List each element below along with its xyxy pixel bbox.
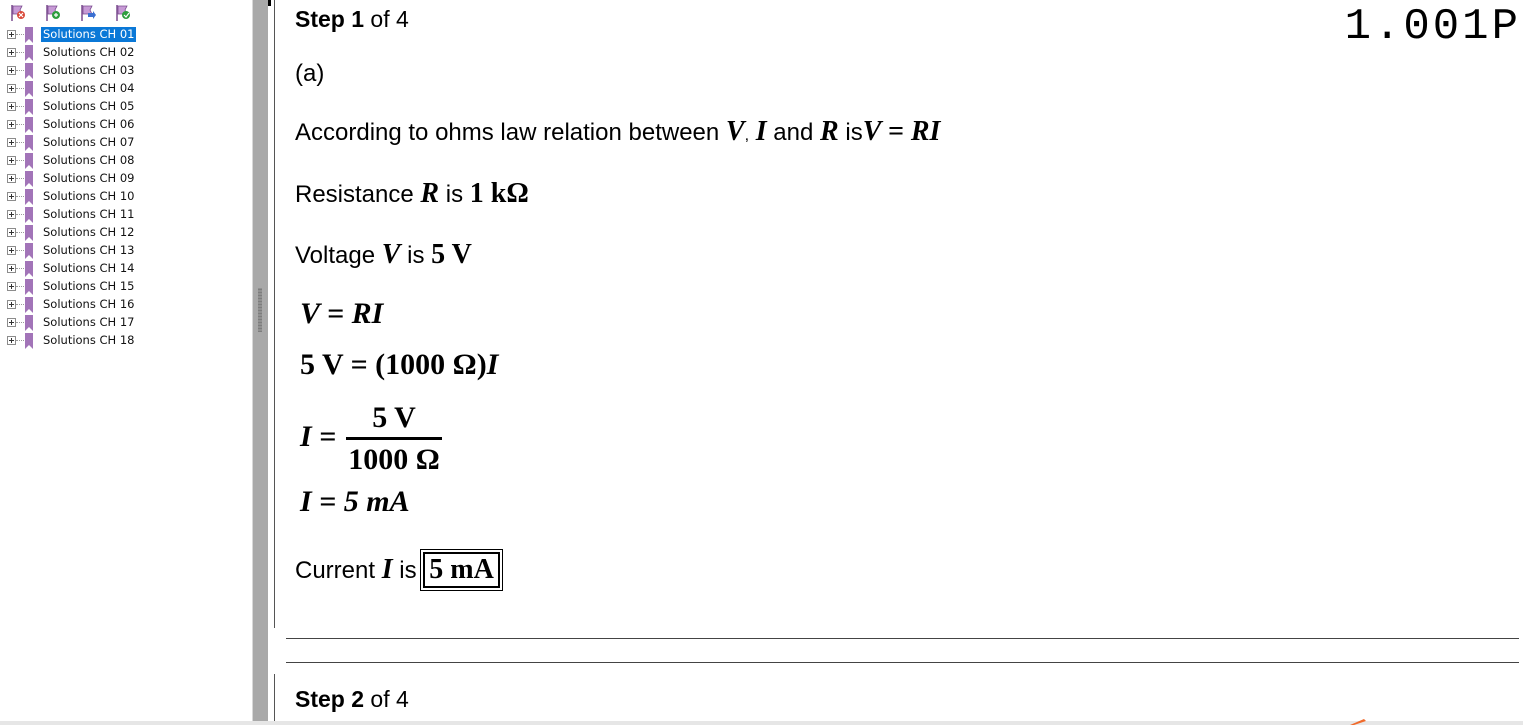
bookmark-label[interactable]: Solutions CH 11 <box>43 207 135 221</box>
tree-connector <box>16 160 24 161</box>
bookmark-item[interactable] <box>0 206 250 224</box>
expand-plus-icon[interactable] <box>7 48 16 57</box>
tree-connector <box>16 286 24 287</box>
tree-connector <box>16 178 24 179</box>
bookmark-label[interactable]: Solutions CH 06 <box>43 117 135 131</box>
resistance-line <box>295 178 529 210</box>
bookmark-tree <box>0 26 250 350</box>
bookmark-label[interactable]: Solutions CH 01 <box>43 27 135 41</box>
tree-connector <box>16 142 24 143</box>
page-top-mark <box>268 0 271 6</box>
expand-plus-icon[interactable] <box>7 30 16 39</box>
equation-3-fraction <box>346 400 442 478</box>
ohms-law-formula: V = RI <box>862 116 941 147</box>
symbol-i: I <box>755 116 767 147</box>
bookmark-label[interactable]: Solutions CH 15 <box>43 279 135 293</box>
expand-plus-icon[interactable] <box>7 174 16 183</box>
bookmark-flag-icon <box>24 171 34 187</box>
step-2-heading <box>295 686 409 713</box>
expand-plus-icon[interactable] <box>7 156 16 165</box>
document-page <box>268 0 1523 725</box>
step-of: of 4 <box>370 6 409 32</box>
splitter-grip-icon[interactable] <box>258 288 262 332</box>
bookmark-label[interactable]: Solutions CH 08 <box>43 153 135 167</box>
tree-connector <box>16 196 24 197</box>
tree-connector <box>16 52 24 53</box>
bookmark-flag-icon <box>24 27 34 43</box>
bookmark-label[interactable]: Solutions CH 02 <box>43 45 135 59</box>
tree-connector <box>16 88 24 89</box>
bookmark-label[interactable]: Solutions CH 04 <box>43 81 135 95</box>
expand-plus-icon[interactable] <box>7 192 16 201</box>
bookmark-item[interactable] <box>0 98 250 116</box>
fraction-bar <box>346 437 442 440</box>
expand-plus-icon[interactable] <box>7 210 16 219</box>
expand-plus-icon[interactable] <box>7 102 16 111</box>
bookmark-item[interactable] <box>0 278 250 296</box>
expand-plus-icon[interactable] <box>7 264 16 273</box>
bookmarks-panel <box>0 0 252 725</box>
bookmark-flag-icon <box>24 297 34 313</box>
equation-1-text: V = RI <box>300 297 384 330</box>
bookmark-item[interactable] <box>0 26 250 44</box>
equation-3-lhs-text: I = <box>300 420 337 453</box>
expand-plus-icon[interactable] <box>7 246 16 255</box>
step-number: 1 <box>351 6 365 32</box>
expand-plus-icon[interactable] <box>7 66 16 75</box>
bookmark-item[interactable] <box>0 224 250 242</box>
equation-2 <box>300 348 498 382</box>
bookmark-item[interactable] <box>0 62 250 80</box>
step-1-heading <box>295 6 409 33</box>
current-text: Current <box>295 557 376 584</box>
tree-connector <box>16 34 24 35</box>
expand-plus-icon[interactable] <box>7 318 16 327</box>
bookmark-item[interactable] <box>0 170 250 188</box>
bookmark-flag-icon <box>24 315 34 331</box>
bookmark-flag-icon <box>24 135 34 151</box>
tree-connector <box>16 340 24 341</box>
bottom-status-strip <box>0 721 1523 725</box>
fraction-numerator: 5 V <box>372 401 416 434</box>
bookmark-item[interactable] <box>0 260 250 278</box>
bookmark-item[interactable] <box>0 152 250 170</box>
new-bookmark-icon[interactable] <box>45 4 63 22</box>
expand-plus-icon[interactable] <box>7 300 16 309</box>
bookmark-flag-icon <box>24 261 34 277</box>
bookmark-flag-icon <box>24 207 34 223</box>
bookmark-flag-icon <box>24 81 34 97</box>
resistance-text: Resistance <box>295 181 414 208</box>
symbol-i: I <box>381 554 393 585</box>
bookmark-label[interactable]: Solutions CH 07 <box>43 135 135 149</box>
tree-connector <box>16 304 24 305</box>
part-label: (a) <box>295 60 325 87</box>
bookmark-item[interactable] <box>0 188 250 206</box>
bookmark-flag-icon <box>24 279 34 295</box>
tree-connector <box>16 124 24 125</box>
step-word: Step <box>295 686 345 712</box>
voltage-text: Voltage <box>295 242 376 269</box>
tree-connector <box>16 250 24 251</box>
page-left-edge <box>274 674 275 725</box>
bookmark-item[interactable] <box>0 332 250 350</box>
bookmark-flag-icon <box>24 153 34 169</box>
tree-connector <box>16 322 24 323</box>
is-word: is <box>399 557 417 584</box>
bookmark-flag-icon <box>24 117 34 133</box>
ohms-law-line <box>295 116 940 148</box>
symbol-v: V <box>381 239 401 270</box>
go-to-bookmark-icon[interactable] <box>80 4 98 22</box>
expand-plus-icon[interactable] <box>7 84 16 93</box>
step-number: 2 <box>351 686 365 712</box>
equation-2-left: 5 V = (1000 Ω) <box>300 348 487 381</box>
bookmark-label[interactable]: Solutions CH 12 <box>43 225 135 239</box>
symbol-r: R <box>820 116 839 147</box>
voltage-line <box>295 239 472 271</box>
is-word: is <box>407 242 425 269</box>
expand-plus-icon[interactable] <box>7 336 16 345</box>
expand-plus-icon[interactable] <box>7 228 16 237</box>
tree-connector <box>16 232 24 233</box>
resistance-value: 1 kΩ <box>469 178 529 209</box>
bookmark-flag-icon <box>24 45 34 61</box>
bookmark-item[interactable] <box>0 80 250 98</box>
tree-connector <box>16 70 24 71</box>
bookmark-item[interactable] <box>0 44 250 62</box>
separator-line <box>286 638 1519 639</box>
bookmark-item[interactable] <box>0 242 250 260</box>
expand-plus-icon[interactable] <box>7 282 16 291</box>
bookmark-label[interactable]: Solutions CH 09 <box>43 171 135 185</box>
symbol-v: V <box>725 116 745 147</box>
fraction-denominator: 1000 Ω <box>348 443 440 476</box>
bookmark-label[interactable]: Solutions CH 10 <box>43 189 135 203</box>
symbol-r: R <box>420 178 440 209</box>
expand-plus-icon[interactable] <box>7 138 16 147</box>
equation-4 <box>300 485 410 519</box>
panel-splitter[interactable] <box>252 0 268 725</box>
current-line <box>295 552 500 588</box>
bookmark-item[interactable] <box>0 134 250 152</box>
bookmark-label[interactable]: Solutions CH 18 <box>43 333 135 347</box>
comma: , <box>744 127 750 144</box>
pen-cursor-icon <box>1350 719 1368 725</box>
page-number-label: 1.001P <box>1344 2 1521 52</box>
expand-plus-icon[interactable] <box>7 120 16 129</box>
is-word: is <box>445 181 464 208</box>
bookmark-flag-icon <box>24 225 34 241</box>
equation-2-var: I <box>486 348 499 381</box>
bookmark-label[interactable]: Solutions CH 14 <box>43 261 135 275</box>
bookmark-item[interactable] <box>0 116 250 134</box>
and-word: and <box>773 119 814 146</box>
bookmark-label[interactable]: Solutions CH 13 <box>43 243 135 257</box>
equation-1 <box>300 297 383 331</box>
tree-connector <box>16 268 24 269</box>
delete-bookmark-icon[interactable] <box>10 4 28 22</box>
step-of: of 4 <box>370 686 409 712</box>
bookmark-label[interactable]: Solutions CH 17 <box>43 315 135 329</box>
bookmark-label[interactable]: Solutions CH 05 <box>43 99 135 113</box>
tree-connector <box>16 214 24 215</box>
voltage-value: 5 V <box>431 239 472 270</box>
bookmark-flag-icon <box>24 243 34 259</box>
bookmark-flag-icon <box>24 189 34 205</box>
equation-4-text: I = 5 mA <box>300 485 410 518</box>
equation-3-lhs <box>300 420 336 454</box>
page-left-edge <box>274 0 275 628</box>
bookmark-label[interactable]: Solutions CH 03 <box>43 63 135 77</box>
separator-line <box>286 662 1519 663</box>
bookmark-properties-icon[interactable] <box>115 4 133 22</box>
tree-connector <box>16 106 24 107</box>
ohms-law-text: According to ohms law relation between <box>295 119 720 146</box>
bookmark-flag-icon <box>24 99 34 115</box>
bookmark-label[interactable]: Solutions CH 16 <box>43 297 135 311</box>
step-word: Step <box>295 6 345 32</box>
is-word: is <box>845 119 863 146</box>
bookmark-item[interactable] <box>0 314 250 332</box>
bookmark-item[interactable] <box>0 296 250 314</box>
bookmark-flag-icon <box>24 333 34 349</box>
bookmark-flag-icon <box>24 63 34 79</box>
boxed-answer: 5 mA <box>423 552 500 588</box>
